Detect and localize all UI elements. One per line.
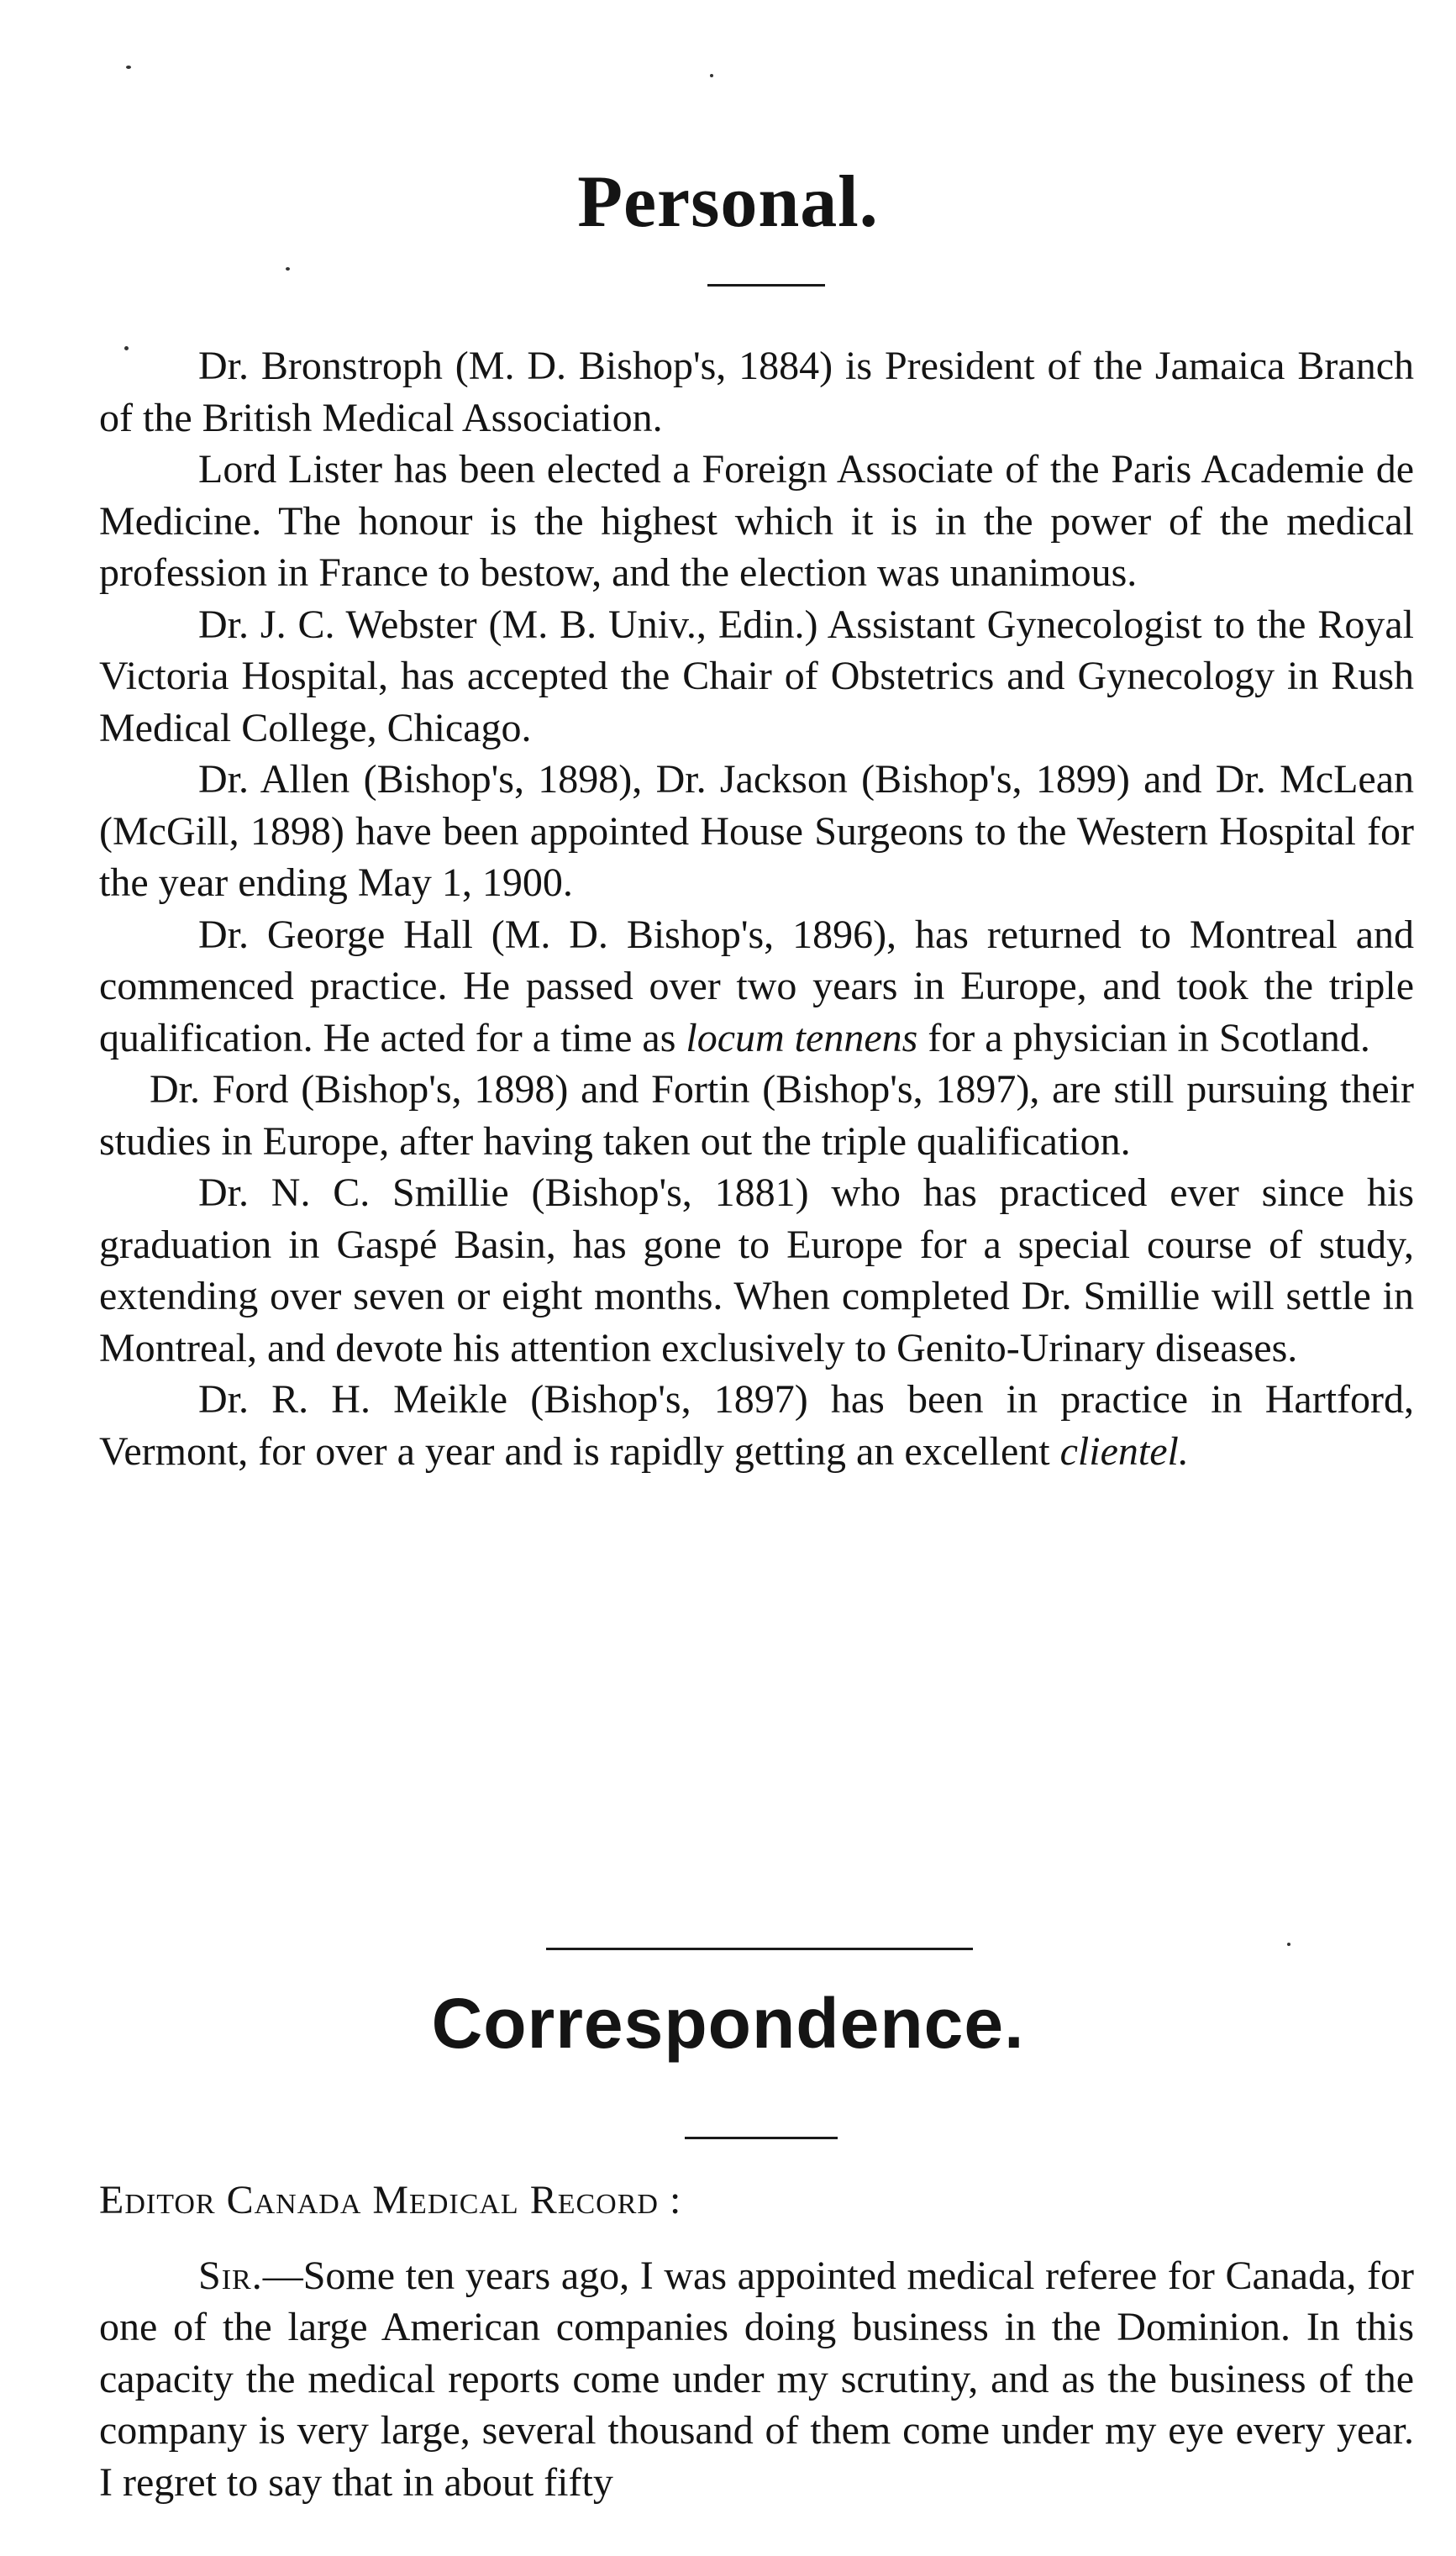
personal-paragraph: [99, 909, 1414, 1065]
salutation: Editor Canada Medical Record :: [99, 2178, 682, 2222]
scan-speck: [286, 267, 290, 271]
correspondence-title: Correspondence.: [431, 1984, 1025, 2063]
personal-paragraph: Lord Lister has been elected a Foreign Associate of the Paris Academie de Medicine. The honour is the highest which it is in the power of the medical profession in France to bestow, and the election was unanimous.: [99, 447, 1414, 595]
personal-body: [99, 340, 1414, 1477]
section-divider: [546, 1948, 973, 1950]
scan-speck: [1287, 1943, 1290, 1946]
paragraph-text: Dr. George Hall (M. D. Bishop's, 1896), has returned to Montreal and commenced practice. He passed over two years in Europe, and took the triple qualification. He acted for a time as: [99, 912, 1414, 1060]
letter-lead: Sir.: [198, 2253, 263, 2298]
correspondence-body: [99, 2175, 1414, 2508]
personal-paragraph: Dr. Bronstroph (M. D. Bishop's, 1884) is President of the Jamaica Branch of the British Medical Association.: [99, 344, 1414, 440]
paragraph-text: Dr. R. H. Meikle (Bishop's, 1897) has been in practice in Hartford, Vermont, for over a year and is rapidly getting an excellent: [99, 1377, 1414, 1474]
scan-speck: [710, 74, 713, 77]
personal-paragraph: Dr. Allen (Bishop's, 1898), Dr. Jackson (Bishop's, 1899) and Dr. McLean (McGill, 1898) have been appointed House Surgeons to the Western Hospital for the year ending May 1, 1900.: [99, 757, 1414, 905]
italic-phrase: locum tennens: [686, 1015, 918, 1060]
paragraph-text: for a physician in Scotland.: [917, 1015, 1370, 1060]
personal-paragraph: Dr. Ford (Bishop's, 1898) and Fortin (Bishop's, 1897), are still pursuing their studies in Europe, after having taken out the triple qualification.: [99, 1067, 1414, 1164]
personal-paragraph: Dr. J. C. Webster (M. B. Univ., Edin.) Assistant Gynecologist to the Royal Victoria Hospital, has accepted the Chair of Obstetrics and Gynecology in Rush Medical College, Chicago.: [99, 602, 1414, 750]
scan-speck: [126, 66, 131, 69]
italic-phrase: clientel.: [1059, 1428, 1189, 1474]
letter-paragraph: [99, 2250, 1414, 2509]
personal-title: Personal.: [577, 161, 879, 243]
title-divider: [685, 2137, 838, 2139]
personal-paragraph: Dr. N. C. Smillie (Bishop's, 1881) who has practiced ever since his graduation in Gaspé Basin, has gone to Europe for a special course of study, extending over seven or eight months. When completed Dr. Smillie will settle in Montreal, and devote his attention exclusively to Genito-Urinary diseases.: [99, 1170, 1414, 1370]
title-divider: [707, 284, 825, 287]
personal-paragraph: [99, 1374, 1414, 1477]
letter-text: —Some ten years ago, I was appointed medical referee for Canada, for one of the large American companies doing business in the Dominion. In this capacity the medical reports come under my scrutiny, and as the business of the company is very large, several thousand of them come under my eye every year. I regret to say that in about fifty: [99, 2253, 1414, 2505]
